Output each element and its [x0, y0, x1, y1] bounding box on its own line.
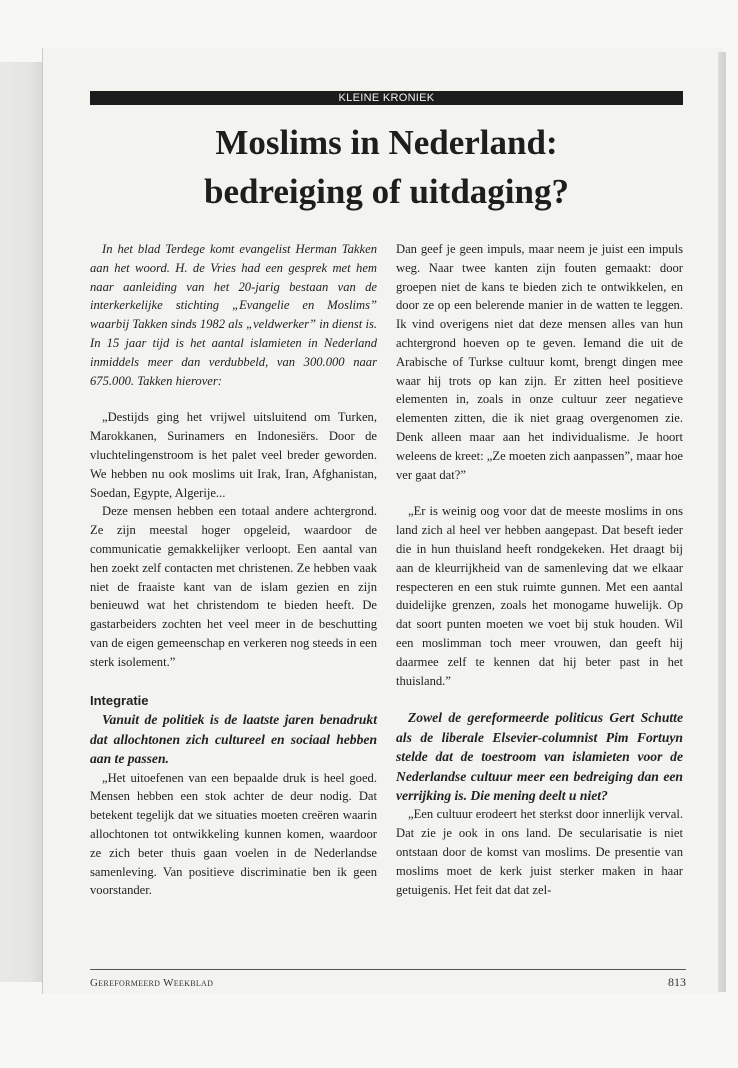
section-banner: KLEINE KRONIEK: [90, 91, 683, 105]
page-stack-edge: [718, 52, 726, 992]
left-column: [90, 240, 377, 900]
interview-question: Zowel de gereformeerde politicus Gert Schutte als de liberale Elsevier-columnist Pim Fortuyn stelde dat de toestroom van islamieten voor de Nederlandse cultuur meer een bedreiging dan een verrijking is. Die mening deelt u niet?: [396, 710, 683, 803]
footer-rule: [90, 969, 686, 970]
publication-name: Gereformeerd Weekblad: [90, 977, 214, 989]
subheading: Integratie: [90, 692, 149, 708]
article-title: [90, 118, 683, 216]
body-paragraph: Dan geef je geen impuls, maar neem je juist een impuls weg. Naar twee kanten zijn fouten gemaakt: door groepen niet de kans te bieden zich te ontwikkelen, en door ze op een belerende manier in de watten te leggen. Ik vind overigens niet dat deze mensen alles van hun achtergrond hoeven op te geven. Iemand die uit de Arabische of Turkse cultuur komt, brengt dingen mee waar hij trots op kan zijn. Er zitten heel positieve elementen in, zoals in onze cultuur zeer negatieve elementen zitten, die ik niet graag overgenomen zie. Denk alleen maar aan het individualisme. Je hoort weleens de kreet: „Ze moeten zich aanpassen”, maar hoe ver gaat dat?”: [396, 242, 683, 482]
body-paragraph: „Er is weinig oog voor dat de meeste moslims in ons land zich al heel ver hebben aangepast. Dat beseft ieder die in hun thuisland heeft rondgekeken. Het draagt bij aan de kleurrijkheid van de samenleving dat we elkaar respecteren en een stuk ruimte gunnen. Met een aantal duidelijke grenzen, zoals het monogame huwelijk. Op dat soort punten moeten we voet bij stuk houden. Wil een moslimman toch meer vrouwen, dan geeft hij daarmee zelf te kennen dat hij beter past in het thuisland.”: [396, 504, 683, 688]
body-paragraph: „Het uitoefenen van een bepaalde druk is heel goed. Mensen hebben een stok achter de deur nodig. Dat betekent tegelijk dat we situaties moeten creëren waarin allochtonen tot ontwikkeling kunnen komen, waardoor ze zich beter thuis gaan voelen in de Nederlandse samenleving. Van positieve discriminatie ben ik geen voorstander.: [90, 770, 377, 898]
adjacent-page-edge: [0, 62, 44, 982]
title-line-2: bedreiging of uitdaging?: [204, 172, 569, 211]
page-number: 813: [668, 975, 686, 989]
intro-paragraph: In het blad Terdege komt evangelist Herman Takken aan het woord. H. de Vries had een gesprek met hem naar aanleiding van het 20-jarig bestaan van de interkerkelijke stichting „Evangelie en Moslims” waarbij Takken sinds 1982 als „veldwerker” in dienst is. In 15 jaar tijd is het aantal islamieten in Nederland inmiddels meer dan verdubbeld, van 300.000 naar 675.000. Takken hierover:: [90, 242, 377, 388]
right-column: [396, 240, 683, 899]
body-paragraph: „Een cultuur erodeert het sterkst door innerlijk verval. Dat zie je ook in ons land. De secularisatie is niet ontstaan door de komst van moslims. De presentie van moslims moet de kerk juist sterker maken in haar getuigenis. Het feit dat dat zel-: [396, 807, 683, 897]
interview-question: Vanuit de politiek is de laatste jaren benadrukt dat allochtonen zich cultureel en sociaal hebben aan te passen.: [90, 712, 377, 767]
body-paragraph: Deze mensen hebben een totaal andere achtergrond. Ze zijn meestal hoger opgeleid, waardoor de communicatie gemakkelijker verloopt. Een aantal van hen zoekt zelf contacten met christenen. Ze hebben vaak niet de fraaiste kant van de islam gezien en zijn benieuwd wat het christendom te bieden heeft. De gastarbeiders zochten het veel meer in de beschutting van de eigen gemeenschap en verkeren nog steeds in een sterk isolement.”: [90, 504, 377, 669]
title-line-1: Moslims in Nederland:: [215, 123, 558, 162]
body-paragraph: „Destijds ging het vrijwel uitsluitend om Turken, Marokkanen, Surinamers en Indonesiërs. Door de vluchtelingenstroom is het palet veel breder geworden. We hebben nu ook moslims uit Irak, Iran, Afghanistan, Soedan, Egypte, Algerije...: [90, 410, 377, 500]
